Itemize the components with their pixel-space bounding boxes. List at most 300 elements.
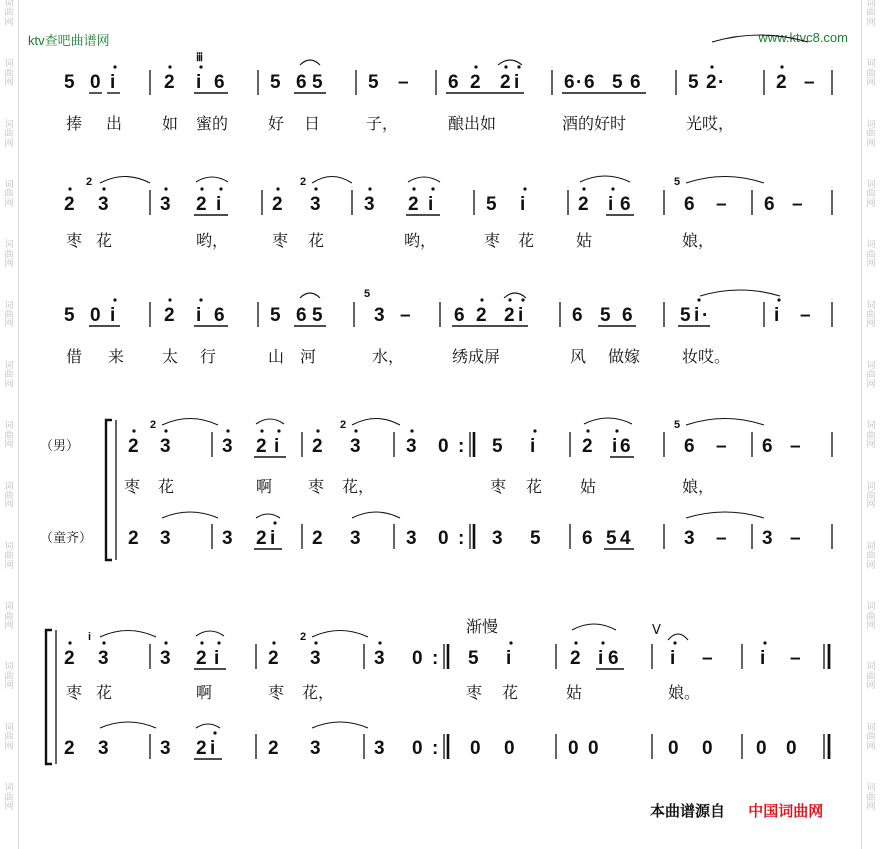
watermark-char: 网 (866, 198, 876, 209)
watermark-char: 网 (4, 681, 14, 692)
watermark-char: 网 (866, 560, 876, 571)
svg-text:–: – (716, 528, 727, 549)
lyric: 妆哎。 (682, 347, 731, 366)
svg-text:2: 2 (64, 194, 75, 215)
svg-text:i: i (608, 194, 614, 215)
svg-text:3: 3 (222, 436, 233, 457)
svg-text:2: 2 (64, 738, 75, 759)
svg-text:i: i (196, 305, 202, 326)
watermark-char: 词 (866, 179, 876, 190)
svg-text:2: 2 (476, 305, 487, 326)
watermark-char: 网 (866, 379, 876, 390)
lyric: 啊 (196, 683, 213, 702)
svg-text:5: 5 (270, 72, 281, 93)
lyric: 娘。 (668, 683, 701, 702)
svg-text:i: i (530, 436, 536, 457)
watermark-char: 词 (866, 240, 876, 251)
watermark-char: 词 (866, 360, 876, 371)
svg-text:3: 3 (160, 436, 171, 457)
svg-text:2: 2 (578, 194, 589, 215)
watermark-char: 网 (4, 319, 14, 330)
svg-text:6: 6 (684, 436, 695, 457)
row-5-upper-notes (64, 624, 829, 669)
watermark-char: 曲 (866, 611, 876, 622)
svg-text:5: 5 (64, 72, 75, 93)
svg-text:2: 2 (128, 436, 139, 457)
watermark-char: 曲 (866, 370, 876, 381)
watermark-char: 曲 (4, 490, 14, 501)
watermark-char: 词 (4, 602, 14, 613)
lyric: 枣 (268, 683, 285, 702)
svg-text:0: 0 (412, 648, 423, 669)
svg-text:2: 2 (300, 176, 307, 188)
lyric: 花 (308, 231, 325, 250)
watermark-char: 词 (866, 541, 876, 552)
svg-text:6: 6 (214, 72, 225, 93)
svg-text:0: 0 (756, 738, 767, 759)
watermark-char: 词 (4, 119, 14, 130)
tempo-mark-gradually-slower: 渐慢 (466, 617, 499, 636)
watermark-char: 网 (4, 560, 14, 571)
svg-text:2: 2 (570, 648, 581, 669)
svg-text:0: 0 (90, 72, 101, 93)
svg-text:2: 2 (164, 72, 175, 93)
watermark-char: 曲 (4, 310, 14, 320)
svg-text:5: 5 (680, 305, 691, 326)
svg-text:3: 3 (222, 528, 233, 549)
svg-text:3: 3 (374, 738, 385, 759)
watermark-char: 网 (866, 741, 876, 752)
svg-text:·: · (702, 305, 709, 326)
svg-text:–: – (800, 305, 811, 326)
svg-text:3: 3 (310, 738, 321, 759)
row-4-children-notes (128, 512, 832, 549)
row-2-lyrics (66, 231, 714, 250)
svg-text:2: 2 (196, 648, 207, 669)
svg-text:3: 3 (98, 194, 109, 215)
lyric: 枣 (490, 477, 507, 496)
lyric: 光哎， (686, 114, 735, 133)
svg-text:2: 2 (470, 72, 481, 93)
svg-text:2: 2 (128, 528, 139, 549)
svg-text:6: 6 (762, 436, 773, 457)
lyric: 枣 (272, 231, 289, 250)
watermark-char: 词 (4, 59, 14, 70)
svg-text:–: – (804, 72, 815, 93)
svg-text:0: 0 (568, 738, 579, 759)
voice-label-male: （男） (40, 439, 80, 454)
svg-text:2: 2 (150, 419, 157, 431)
lyric: 枣 (308, 477, 325, 496)
watermark-char: 网 (4, 138, 14, 149)
lyric: 花 (518, 231, 535, 250)
svg-text:2: 2 (86, 176, 93, 188)
svg-text:6: 6 (296, 305, 307, 326)
svg-text:i: i (598, 648, 604, 669)
watermark-char: 曲 (866, 792, 876, 803)
svg-text:2: 2 (268, 648, 279, 669)
watermark-char: 曲 (866, 8, 876, 19)
svg-text:2: 2 (340, 419, 347, 431)
svg-text:6: 6 (564, 72, 575, 93)
watermark-char: 曲 (4, 8, 14, 19)
watermark-char: 曲 (4, 68, 14, 79)
footer-brand-link[interactable]: 中国词曲网 (748, 802, 824, 820)
lyric: 绣成屏 (452, 347, 501, 366)
lyric: 花 (96, 231, 113, 250)
watermark-char: 词 (4, 0, 14, 9)
watermark-char: 词 (866, 421, 876, 432)
svg-text:i: i (270, 528, 276, 549)
svg-text:2: 2 (196, 738, 207, 759)
watermark-char: 曲 (4, 611, 14, 622)
svg-text:–: – (790, 528, 801, 549)
lyric: 姑 (580, 477, 597, 496)
watermark-char: 曲 (866, 732, 876, 743)
svg-text::: : (432, 738, 439, 759)
lyric: 做嫁 (608, 347, 641, 366)
svg-text:ⅲ: ⅲ (196, 52, 204, 64)
watermark-char: 曲 (4, 189, 14, 200)
watermark-char: 词 (866, 119, 876, 130)
svg-text:6: 6 (608, 648, 619, 669)
lyric: 啊 (256, 477, 273, 496)
watermark-char: 词 (866, 602, 876, 613)
breath-mark: V (652, 623, 661, 638)
watermark-char: 网 (866, 78, 876, 89)
svg-text:–: – (792, 194, 803, 215)
system-4-brace (106, 420, 116, 560)
watermark-char: 曲 (866, 249, 876, 260)
row-1-lyrics (66, 114, 734, 133)
row-1-notes (64, 35, 832, 95)
lyric: 花， (302, 683, 335, 702)
svg-text:6: 6 (296, 72, 307, 93)
svg-text:i: i (520, 194, 526, 215)
lyric: 花 (526, 477, 543, 496)
svg-text:2: 2 (256, 528, 267, 549)
svg-text:2: 2 (268, 738, 279, 759)
svg-text:i: i (694, 305, 700, 326)
svg-text:6: 6 (630, 72, 641, 93)
svg-text:6: 6 (584, 72, 595, 93)
watermark-char: 曲 (866, 551, 876, 562)
svg-text:i: i (514, 72, 520, 93)
watermark-char: 词 (866, 300, 876, 311)
svg-text:–: – (400, 305, 411, 326)
svg-text:5: 5 (530, 528, 541, 549)
voice-label-children: （童齐） (40, 531, 93, 546)
svg-text:3: 3 (350, 436, 361, 457)
watermark-char: 网 (866, 681, 876, 692)
lyric: 日 (304, 114, 321, 133)
watermark-char: 词 (4, 300, 14, 311)
svg-text:3: 3 (160, 648, 171, 669)
svg-text:2: 2 (312, 436, 323, 457)
svg-text:i: i (216, 194, 222, 215)
svg-text:·: · (718, 72, 725, 93)
svg-text:2: 2 (300, 631, 307, 643)
lyric: 花 (158, 477, 175, 496)
watermark-char: 网 (866, 319, 876, 330)
svg-text:2: 2 (776, 72, 787, 93)
svg-text:0: 0 (588, 738, 599, 759)
svg-text:0: 0 (668, 738, 679, 759)
svg-text:i: i (110, 72, 116, 93)
svg-text:2: 2 (196, 194, 207, 215)
svg-text:i: i (214, 648, 220, 669)
lyric: 酿出如 (448, 114, 497, 133)
svg-text:5: 5 (312, 72, 323, 93)
watermark-char: 词 (4, 421, 14, 432)
lyric: 行 (200, 347, 217, 366)
watermark-char: 词 (866, 59, 876, 70)
svg-text:3: 3 (98, 738, 109, 759)
svg-text:6: 6 (214, 305, 225, 326)
svg-text:0: 0 (90, 305, 101, 326)
svg-text:i: i (670, 648, 676, 669)
watermark-char: 曲 (4, 732, 14, 743)
lyric: 枣 (66, 231, 83, 250)
watermark-char: 网 (4, 801, 14, 812)
site-url-right[interactable]: www.ktvc8.com (758, 30, 848, 45)
watermark-char: 曲 (866, 671, 876, 682)
svg-text:5: 5 (312, 305, 323, 326)
watermark-char: 词 (4, 662, 14, 673)
lyric: 好 (268, 114, 285, 133)
site-name-left[interactable]: ktv查吧曲谱网 (28, 33, 110, 48)
svg-text:–: – (790, 648, 801, 669)
svg-text:2: 2 (408, 194, 419, 215)
svg-text::: : (432, 648, 439, 669)
svg-text:3: 3 (406, 528, 417, 549)
svg-text:3: 3 (160, 194, 171, 215)
watermark-char: 网 (4, 17, 14, 28)
svg-text::: : (458, 528, 465, 549)
watermark-char: 网 (866, 440, 876, 451)
row-4-lyrics (124, 477, 714, 496)
watermark-char: 网 (866, 500, 876, 511)
svg-text:5: 5 (492, 436, 503, 457)
svg-text:6: 6 (620, 436, 631, 457)
svg-text:2: 2 (256, 436, 267, 457)
lyric: 枣 (484, 231, 501, 250)
svg-text:3: 3 (374, 648, 385, 669)
lyric: 太 (162, 347, 179, 366)
lyric: 娘， (682, 231, 715, 250)
svg-text:0: 0 (470, 738, 481, 759)
watermark-char: 网 (4, 500, 14, 511)
watermark-char: 词 (4, 541, 14, 552)
svg-text:5: 5 (600, 305, 611, 326)
svg-text:3: 3 (406, 436, 417, 457)
watermark-char: 曲 (4, 129, 14, 140)
svg-text:5: 5 (468, 648, 479, 669)
lyric: 枣 (466, 683, 483, 702)
footer-source-label: 本曲谱源自 (650, 802, 726, 820)
svg-text:6: 6 (572, 305, 583, 326)
watermark-char: 网 (4, 259, 14, 270)
svg-text:5: 5 (612, 72, 623, 93)
svg-text:3: 3 (684, 528, 695, 549)
svg-text:–: – (398, 72, 409, 93)
lyric: 子， (366, 114, 399, 133)
svg-text::: : (458, 436, 465, 457)
system-5-brace (46, 630, 56, 764)
svg-text:5: 5 (674, 419, 681, 431)
watermark-char: 网 (4, 741, 14, 752)
watermark-char: 词 (866, 0, 876, 9)
svg-text:5: 5 (486, 194, 497, 215)
lyric: 来 (108, 347, 125, 366)
watermark-char: 词 (866, 481, 876, 492)
svg-text:5: 5 (64, 305, 75, 326)
svg-text:3: 3 (98, 648, 109, 669)
watermark-char: 词 (4, 783, 14, 794)
watermark-char: 词 (866, 722, 876, 733)
watermark-char: 词 (4, 240, 14, 251)
svg-text:3: 3 (160, 738, 171, 759)
watermark-char: 网 (4, 440, 14, 451)
watermark-char: 网 (4, 78, 14, 89)
lyric: 枣 (124, 477, 141, 496)
row-4-male-notes (128, 418, 832, 457)
svg-text:0: 0 (438, 528, 449, 549)
svg-text:3: 3 (374, 305, 385, 326)
lyric: 蜜的 (196, 114, 229, 133)
lyric: 姑 (566, 683, 583, 702)
svg-text:2: 2 (706, 72, 717, 93)
svg-text:6: 6 (684, 194, 695, 215)
lyric: 山 (268, 347, 285, 366)
lyric: 酒的好时 (562, 114, 627, 133)
footer-source (650, 800, 823, 821)
lyric: 风 (570, 347, 587, 366)
svg-text:i: i (760, 648, 766, 669)
watermark-char: 网 (866, 17, 876, 28)
svg-text:i: i (612, 436, 618, 457)
svg-text:5: 5 (674, 176, 681, 188)
svg-text:i: i (88, 631, 92, 643)
svg-text:6: 6 (620, 194, 631, 215)
watermark-char: 词 (4, 179, 14, 190)
watermark-char: 曲 (4, 551, 14, 562)
watermark-char: 曲 (866, 310, 876, 320)
svg-text:·: · (576, 72, 583, 93)
svg-text:6: 6 (454, 305, 465, 326)
svg-text:2: 2 (272, 194, 283, 215)
lyric: 如 (162, 114, 179, 133)
watermark-char: 曲 (866, 129, 876, 140)
watermark-char: 网 (866, 138, 876, 149)
svg-text:i: i (506, 648, 512, 669)
watermark-char: 曲 (866, 68, 876, 79)
svg-text:–: – (790, 436, 801, 457)
svg-text:0: 0 (786, 738, 797, 759)
lyric: 哟， (404, 231, 437, 250)
svg-text:5: 5 (368, 72, 379, 93)
svg-text:–: – (716, 194, 727, 215)
svg-text:2: 2 (164, 305, 175, 326)
watermark-char: 词 (4, 360, 14, 371)
svg-text:2: 2 (582, 436, 593, 457)
row-5-lyrics (66, 683, 700, 702)
watermark-char: 网 (4, 379, 14, 390)
svg-text:2: 2 (64, 648, 75, 669)
svg-text:3: 3 (310, 648, 321, 669)
svg-text:–: – (702, 648, 713, 669)
row-5-lower-notes (64, 722, 829, 759)
svg-text:3: 3 (310, 194, 321, 215)
watermark-char: 词 (4, 481, 14, 492)
watermark-char: 网 (866, 259, 876, 270)
lyric: 哟， (196, 231, 229, 250)
lyric: 河 (300, 347, 317, 366)
svg-text:i: i (518, 305, 524, 326)
watermark-char: 曲 (4, 792, 14, 803)
svg-text:3: 3 (492, 528, 503, 549)
lyric: 花 (502, 683, 519, 702)
watermark-char: 网 (866, 801, 876, 812)
svg-text:–: – (716, 436, 727, 457)
watermark-char: 网 (866, 621, 876, 631)
svg-text:5: 5 (364, 288, 371, 300)
svg-text:6: 6 (764, 194, 775, 215)
svg-text:0: 0 (412, 738, 423, 759)
svg-text:i: i (196, 72, 202, 93)
watermark-char: 曲 (4, 671, 14, 682)
row-3-notes (64, 288, 832, 327)
watermark-char: 词 (866, 662, 876, 673)
row-3-lyrics (66, 347, 730, 366)
svg-text:0: 0 (504, 738, 515, 759)
svg-text:5: 5 (606, 528, 617, 549)
svg-text:2: 2 (500, 72, 511, 93)
watermark-char: 曲 (866, 430, 876, 441)
watermark-char: 网 (4, 621, 14, 631)
lyric: 水， (372, 347, 405, 366)
svg-text:6: 6 (622, 305, 633, 326)
svg-text:3: 3 (364, 194, 375, 215)
row-2-notes (64, 176, 832, 215)
svg-text:i: i (774, 305, 780, 326)
lyric: 花， (342, 477, 375, 496)
watermark-char: 词 (4, 722, 14, 733)
svg-text:2: 2 (504, 305, 515, 326)
svg-text:5: 5 (270, 305, 281, 326)
lyric: 枣 (66, 683, 83, 702)
svg-text:2: 2 (312, 528, 323, 549)
lyric: 姑 (576, 231, 593, 250)
svg-text:5: 5 (688, 72, 699, 93)
svg-text:4: 4 (620, 528, 631, 549)
svg-text:i: i (110, 305, 116, 326)
lyric: 借 (66, 347, 83, 366)
watermark-char: 网 (4, 198, 14, 209)
watermark-char: 曲 (866, 490, 876, 501)
svg-text:i: i (210, 738, 216, 759)
svg-text:6: 6 (582, 528, 593, 549)
svg-text:i: i (274, 436, 280, 457)
lyric: 花 (96, 683, 113, 702)
svg-text:0: 0 (438, 436, 449, 457)
lyric: 出 (106, 114, 123, 133)
watermark-char: 曲 (4, 430, 14, 441)
svg-text:3: 3 (350, 528, 361, 549)
svg-text:6: 6 (448, 72, 459, 93)
lyric: 捧 (66, 114, 83, 133)
svg-text:0: 0 (702, 738, 713, 759)
